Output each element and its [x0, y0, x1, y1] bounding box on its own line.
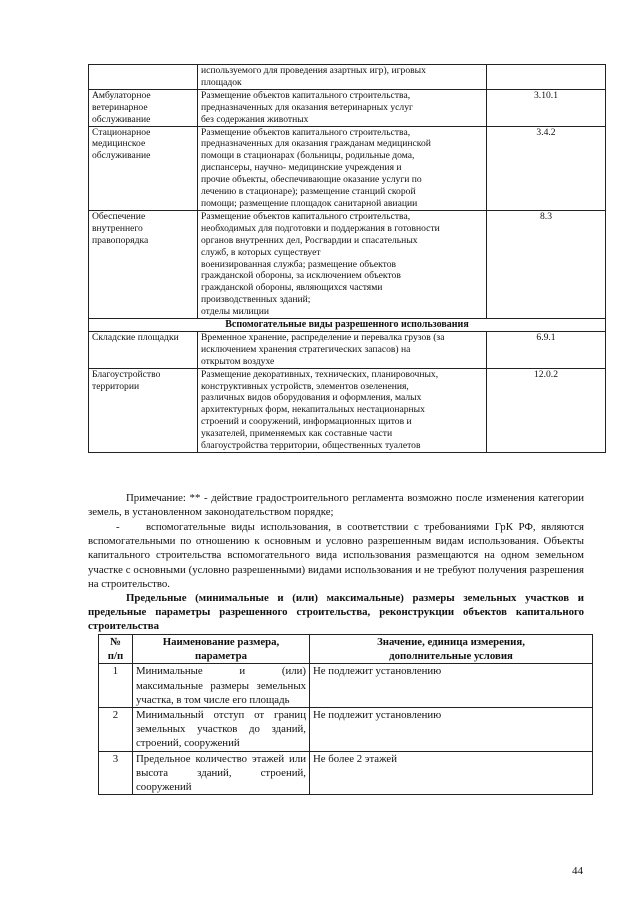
use-name-line: обслуживание	[92, 150, 151, 162]
use-description-line: предназначенных для оказания гражданам медицинской	[201, 138, 431, 150]
use-description-line: Размещение объектов капитального строительства,	[201, 210, 411, 222]
page-number: 44	[572, 865, 583, 877]
use-description-cell	[198, 89, 487, 126]
param-value-cell: Не более 2 этажей	[310, 751, 593, 795]
use-description-line: органов внутренних дел, Росгвардии и спасательных	[201, 234, 418, 246]
aux-header-cell: Вспомогательные виды разрешенного использования	[89, 319, 606, 332]
use-name-line: ветеринарное	[92, 101, 148, 113]
param-name-cell: Минимальные и (или) максимальные размеры земельных участка, в том числе его площадь	[133, 664, 310, 708]
use-name-line: территории	[92, 380, 140, 392]
use-description-cell	[198, 368, 487, 452]
use-description-line: различных видов оборудования и оформления, малых	[201, 392, 422, 404]
use-name-cell	[89, 368, 198, 452]
use-description-line: площадок	[201, 76, 242, 88]
header-line: п/п	[107, 650, 124, 663]
use-name-line: правопорядка	[92, 234, 149, 246]
param-name-cell: Минимальный отступ от границ земельных участков до зданий, строений, сооружений	[133, 708, 310, 752]
param-value-cell: Не подлежит установлению	[310, 708, 593, 752]
header-line: дополнительные условия	[389, 650, 513, 663]
use-code-cell: 3.4.2	[487, 126, 606, 210]
use-name-line: Благоустройство	[92, 368, 161, 380]
section-heading: Предельные (минимальные и (или) максимальные) размеры земельных участков и предельные параметры разрешенного строительства, реконструкции объектов капитального строительства	[88, 592, 584, 633]
header-number	[99, 635, 133, 664]
table-row	[89, 89, 606, 126]
table-row	[89, 126, 606, 210]
use-description-line: исключением хранения стратегических запасов) на	[201, 343, 411, 355]
header-value	[310, 635, 593, 664]
table-cell-empty	[89, 65, 198, 90]
parameters-table-body	[99, 635, 593, 795]
use-description-line: помощи в стационарах (больницы, родильные дома,	[201, 150, 415, 162]
use-description-line: гражданской обороны, за исключением объектов	[201, 270, 401, 282]
header-line: №	[110, 636, 121, 648]
table-row	[89, 331, 606, 368]
use-description-line: гражданской обороны, являющихся частями	[201, 282, 383, 294]
use-description-line: архитектурных форм, некапитальных нестационарных	[201, 404, 425, 416]
table-row	[99, 664, 593, 708]
use-description-line: военизированная служба; размещение объектов	[201, 258, 397, 270]
use-description-cell	[198, 210, 487, 318]
use-description-line: Размещение объектов капитального строительства,	[201, 89, 411, 101]
aux-header-row	[89, 319, 606, 332]
param-number-cell: 3	[99, 751, 133, 795]
table-header-row	[99, 635, 593, 664]
use-description-line: производственных зданий;	[201, 294, 311, 306]
use-description-line: без содержания животных	[201, 113, 309, 125]
use-code-cell: 8.3	[487, 210, 606, 318]
note-paragraph: Примечание: ** - действие градостроительного регламента возможно после изменения категории земель, в установленном законодательством порядке;	[88, 492, 584, 519]
header-parameter-name	[133, 635, 310, 664]
use-name-cell	[89, 331, 198, 368]
aux-use-paragraph	[88, 520, 584, 591]
use-name-line: внутреннего	[92, 222, 143, 234]
use-description-line: используемого для проведения азартных игр), игровых	[201, 65, 426, 76]
use-description-line: благоустройства территории, общественных туалетов	[201, 440, 421, 452]
table-row	[89, 210, 606, 318]
dash-marker: -	[116, 521, 120, 533]
use-name-cell	[89, 210, 198, 318]
use-description-line: прочие объекты, обеспечивающие оказание услуги по	[201, 174, 422, 186]
parameters-table	[98, 634, 593, 795]
use-description-line: конструктивных устройств, элементов озеленения,	[201, 380, 409, 392]
param-number-cell: 1	[99, 664, 133, 708]
use-name-line: Обеспечение	[92, 210, 146, 222]
use-description-cell	[198, 126, 487, 210]
use-description-line: диспансеры, научно- медицинские учреждения и	[201, 162, 402, 174]
header-line: Значение, единица измерения,	[377, 636, 525, 648]
param-value-cell: Не подлежит установлению	[310, 664, 593, 708]
aux-use-text: вспомогательные виды использования, в соответствии с требованиями ГрК РФ, являются вспомогательными по отношению к основным и условно разрешенным видам использования. Объекты капитального строительства вспомогательного вида использования размещаются на одном земельном участке с основными (условно разрешенными) видами использования и не требуют получения разрешения на строительство.	[88, 521, 584, 590]
table-row	[89, 368, 606, 452]
header-line: Наименование размера,	[162, 636, 280, 648]
table-row	[99, 751, 593, 795]
table-row-fragment	[89, 65, 606, 90]
use-name-line: Складские площадки	[92, 331, 179, 343]
use-description-line: указателей, применяемых как составные части	[201, 428, 393, 440]
use-description-line: открытом воздухе	[201, 355, 275, 367]
use-description-line: Размещение декоративных, технических, планировочных,	[201, 368, 439, 380]
use-description-line: строений и сооружений, информационных щитов и	[201, 416, 412, 428]
use-code-cell: 3.10.1	[487, 89, 606, 126]
use-description-line: Временное хранение, распределение и перевалка грузов (за	[201, 331, 445, 343]
param-name-cell: Предельное количество этажей или высота зданий, строений, сооружений	[133, 751, 310, 795]
use-description-cell	[198, 331, 487, 368]
use-code-cell: 12.0.2	[487, 368, 606, 452]
use-name-cell	[89, 126, 198, 210]
use-description-line: необходимых для подготовки и поддержания в готовности	[201, 222, 440, 234]
use-name-cell	[89, 89, 198, 126]
use-description-line: предназначенных для оказания ветеринарных услуг	[201, 101, 413, 113]
header-line: параметра	[194, 650, 247, 663]
land-use-table-body	[89, 65, 606, 453]
use-description-line: отделы милиции	[201, 306, 270, 318]
land-use-table	[88, 64, 606, 453]
table-row	[99, 708, 593, 752]
use-name-line: медицинское	[92, 138, 146, 150]
use-description-line: служб, в которых существует	[201, 246, 321, 258]
use-description-line: Размещение объектов капитального строительства,	[201, 126, 411, 138]
use-name-line: Амбулаторное	[92, 89, 151, 101]
use-name-line: Стационарное	[92, 126, 151, 138]
use-description-line: помощи; размещение площадок санитарной авиации	[201, 197, 418, 209]
param-number-cell: 2	[99, 708, 133, 752]
table-cell-description	[198, 65, 487, 90]
use-name-line: обслуживание	[92, 113, 151, 125]
use-code-cell: 6.9.1	[487, 331, 606, 368]
table-cell-empty	[487, 65, 606, 90]
use-description-line: лечению в стационаре); размещение станций скорой	[201, 186, 416, 198]
